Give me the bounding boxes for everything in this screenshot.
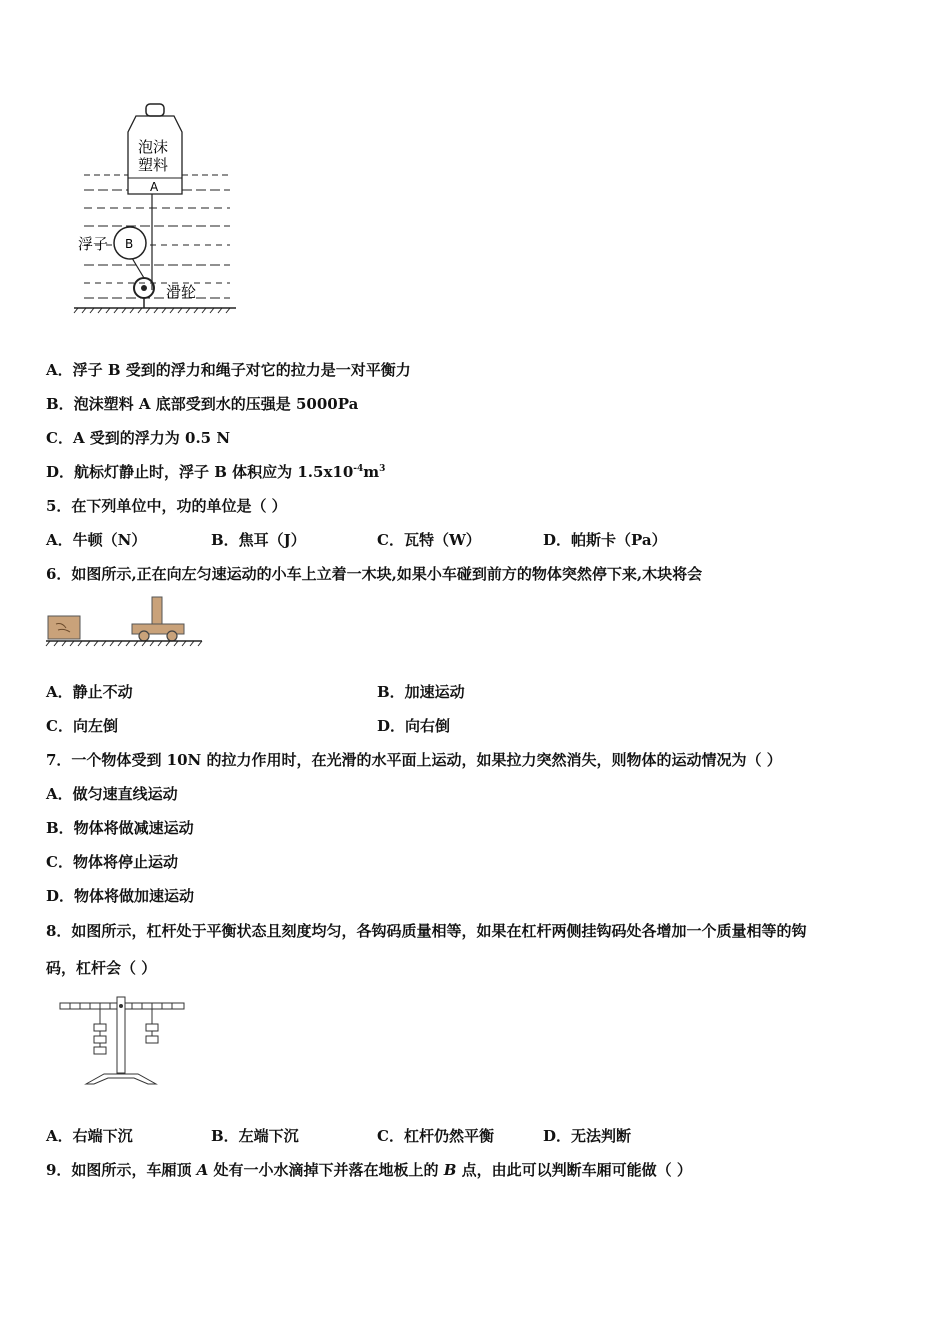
q7-option-c: C．物体将停止运动 — [46, 853, 178, 871]
q9-stem-part-2: 处有一小水滴掉下并落在地板上的 — [208, 1161, 444, 1179]
obstacle-block — [48, 616, 80, 639]
q8-option-b: B．左端下沉 — [211, 1127, 299, 1145]
q6-stem: 6．如图所示,正在向左匀速运动的小车上立着一木块,如果小车碰到前方的物体突然停下来,木块将会 — [46, 565, 703, 583]
q4-option-d-exp: -4 — [353, 464, 364, 474]
right-weight-2 — [146, 1036, 158, 1043]
q6-option-c: C．向左倒 — [46, 717, 118, 735]
q7-option-a: A．做匀速直线运动 — [46, 785, 178, 803]
q9-stem-part-1: 9．如图所示，车厢顶 — [46, 1161, 197, 1179]
lever-base — [86, 1074, 156, 1084]
q5-option-d: D．帕斯卡（Pa） — [543, 531, 667, 549]
q8-option-d: D．无法判断 — [543, 1127, 632, 1145]
lamp-cap — [146, 104, 164, 116]
q8-stem-line-1: 8．如图所示，杠杆处于平衡状态且刻度均匀，各钩码质量相等，如果在杠杆两侧挂钩码处各增加一个质量相等的钩 — [46, 922, 807, 940]
q9-stem-part-3: 点，由此可以判断车厢可能做（ ） — [456, 1161, 692, 1179]
cart-wheel-left — [139, 631, 149, 641]
q9-stem — [46, 1160, 692, 1180]
q8-option-a: A．右端下沉 — [46, 1127, 133, 1145]
q4-option-d — [46, 462, 385, 482]
lever-figure — [56, 994, 188, 1090]
q6-option-a: A．静止不动 — [46, 683, 133, 701]
q4-option-c: C．A 受到的浮力为 0.5 N — [46, 429, 231, 447]
foam-label-2: 塑料 — [138, 156, 169, 174]
pulley-label: 滑轮 — [166, 283, 197, 301]
float-label: 浮子 — [78, 235, 109, 253]
cart-figure — [44, 594, 206, 648]
q5-option-c: C．瓦特（W） — [377, 531, 481, 549]
wood-block — [152, 597, 162, 625]
q7-stem: 7．一个物体受到 10N 的拉力作用时，在光滑的水平面上运动，如果拉力突然消失，则物体的运动情况为（ ） — [46, 751, 782, 769]
q5-option-a: A．牛顿（N） — [46, 531, 147, 549]
buoy-figure — [70, 100, 240, 315]
right-weight-1 — [146, 1024, 158, 1031]
q9-point-b: B — [443, 1161, 457, 1179]
q8-stem-line-2: 码，杠杆会（ ） — [46, 959, 157, 977]
q6-option-b: B．加速运动 — [377, 683, 465, 701]
q4-option-d-text: D．航标灯静止时，浮子 B 体积应为 1.5x10 — [46, 463, 354, 481]
q4-option-d-unit: m — [363, 463, 380, 481]
q4-option-a: A．浮子 B 受到的浮力和绳子对它的拉力是一对平衡力 — [46, 361, 411, 379]
q5-stem: 5．在下列单位中，功的单位是（ ） — [46, 497, 287, 515]
q4-option-d-unit-exp: 3 — [379, 464, 386, 474]
q4-option-b: B．泡沫塑料 A 底部受到水的压强是 5000Pa — [46, 395, 359, 413]
q5-option-b: B．焦耳（J） — [211, 531, 306, 549]
cart-wheel-right — [167, 631, 177, 641]
lever-post — [117, 997, 125, 1073]
left-weight-2 — [94, 1036, 106, 1043]
q6-option-d: D．向右倒 — [377, 717, 451, 735]
float-letter: B — [125, 237, 134, 251]
q7-option-b: B．物体将做减速运动 — [46, 819, 194, 837]
left-weight-3 — [94, 1047, 106, 1054]
block-label: A — [150, 180, 159, 194]
left-weight-1 — [94, 1024, 106, 1031]
q9-point-a: A — [196, 1161, 209, 1179]
q7-option-d: D．物体将做加速运动 — [46, 887, 195, 905]
q8-option-c: C．杠杆仍然平衡 — [377, 1127, 494, 1145]
foam-label-1: 泡沫 — [138, 138, 169, 156]
